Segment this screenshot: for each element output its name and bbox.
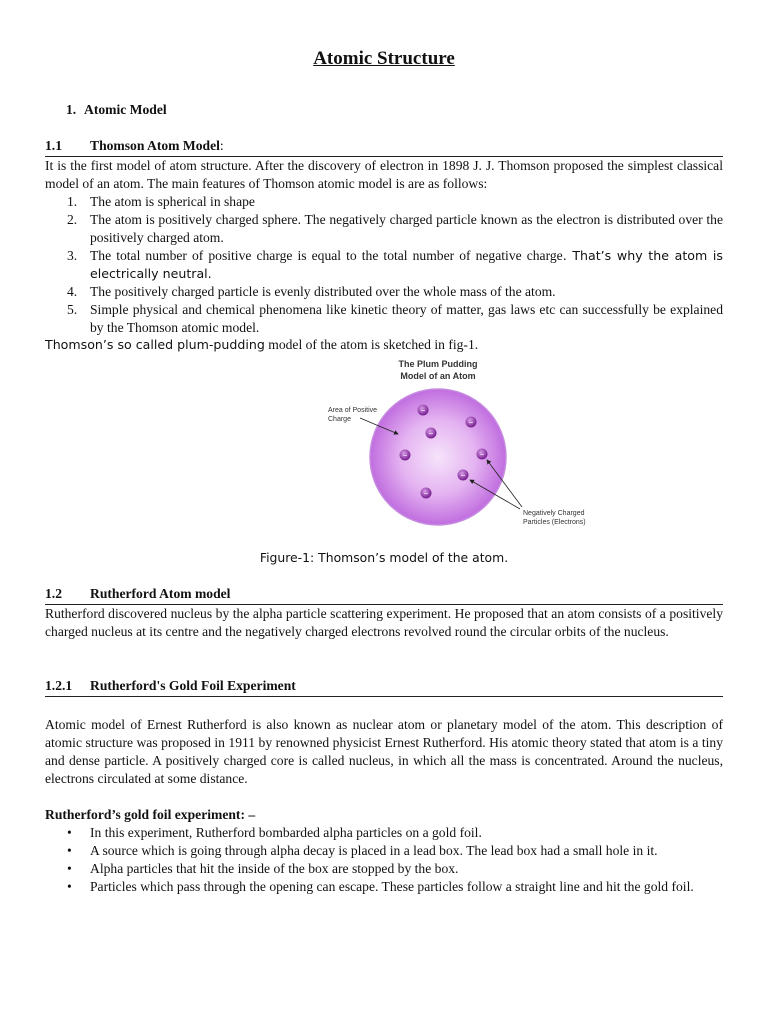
label-negative-line2: Particles (Electrons) (523, 519, 586, 526)
list-number: 1. (67, 194, 78, 209)
list-item-text: The atom is spherical in shape (90, 194, 255, 209)
figure-title-line1: The Plum Pudding (398, 359, 478, 369)
thomson-features-list (45, 193, 723, 337)
list-item (45, 247, 723, 283)
list-item-text: In this experiment, Rutherford bombarded alpha particles on a gold foil. (90, 825, 482, 840)
section-number: 1.2.1 (45, 678, 73, 693)
sentence-rest: model of the atom is sketched in fig-1. (264, 337, 479, 352)
list-number: 4. (67, 284, 78, 299)
sentence-lead: Thomson’s so called plum-pudding (45, 337, 265, 352)
section-heading-rutherford (45, 585, 723, 605)
list-item-text: Simple physical and chemical phenomena like kinetic theory of matter, gas laws etc can successfully be explained by the Thomson atomic model. (90, 302, 723, 335)
section-label: Thomson Atom Model (90, 138, 220, 153)
list-item-text: The total number of positive charge is equal to the total number of negative charge (90, 248, 563, 263)
list-item-text: The atom is positively charged sphere. The negatively charged particle known as the electron is distributed over the positively charged atom. (90, 212, 723, 245)
rutherford-paragraph (45, 605, 723, 641)
electron-symbol: − (468, 418, 474, 427)
list-item (45, 193, 723, 211)
electron-symbol: − (460, 471, 466, 480)
section-number: 1.1 (45, 138, 62, 153)
bullet-icon: • (67, 879, 72, 894)
plum-pudding-diagram (280, 352, 586, 532)
section-number: 1. (66, 102, 77, 117)
list-number: 5. (67, 302, 78, 317)
electron-symbol: − (420, 406, 426, 415)
gold-foil-paragraph (45, 716, 723, 788)
experiment-subheading: Rutherford’s gold foil experiment: – (45, 807, 256, 822)
list-number: 3. (67, 248, 78, 263)
paragraph-text: Rutherford discovered nucleus by the alpha particle scattering experiment. He proposed that an atom consists of a positively charged nucleus at its centre and the negatively charged electrons revolved round the circular orbits of the nucleus. (45, 606, 723, 639)
bullet-icon: • (67, 825, 72, 840)
label-positive-charge-line1: Area of Positive (328, 407, 378, 414)
list-item (45, 301, 723, 337)
figure-title-line2: Model of an Atom (400, 371, 476, 381)
list-item (45, 824, 723, 842)
list-item-text: Alpha particles that hit the inside of the box are stopped by the box. (90, 861, 459, 876)
electron-symbol: − (479, 450, 485, 459)
section-label: Rutherford Atom model (90, 586, 231, 601)
heading-colon: : (219, 138, 224, 153)
list-item-text: The positively charged particle is evenly distributed over the whole mass of the atom. (90, 284, 556, 299)
paragraph-text: It is the first model of atom structure. After the discovery of electron in 1898 J. J. Thomson proposed the simplest classical model of an atom. The main features of Thomson atomic model is are as follows: (45, 158, 723, 191)
list-item (45, 211, 723, 247)
figure-caption: Figure-1: Thomson’s model of the atom. (259, 550, 509, 565)
thomson-intro-paragraph (45, 157, 723, 193)
list-item (45, 860, 723, 878)
electron-symbol: − (423, 489, 429, 498)
electron-symbol: − (402, 451, 408, 460)
label-positive-charge-line2: Charge (328, 416, 351, 423)
list-item-text-tail: . That’s why the atom is electrically neutral. (90, 248, 723, 281)
bullet-icon: • (67, 861, 72, 876)
section-number: 1.2 (45, 586, 62, 601)
list-item (45, 878, 723, 896)
section-label: Rutherford's Gold Foil Experiment (90, 678, 296, 693)
section-label: Atomic Model (84, 102, 167, 117)
electron-symbol: − (428, 429, 434, 438)
list-item (45, 842, 723, 860)
experiment-bullet-list (45, 824, 723, 896)
bullet-icon: • (67, 843, 72, 858)
list-item-text: A source which is going through alpha decay is placed in a lead box. The lead box had a small hole in it. (90, 843, 658, 858)
list-number: 2. (67, 212, 78, 227)
section-heading-gold-foil (45, 677, 723, 697)
document-title: Atomic Structure (313, 48, 455, 69)
label-negative-line1: Negatively Charged (523, 510, 585, 517)
section-heading-thomson (45, 137, 723, 157)
section-heading-atomic-model (66, 101, 167, 119)
list-item (45, 283, 723, 301)
paragraph-text: Atomic model of Ernest Rutherford is also known as nuclear atom or planetary model of the atom. This description of atomic structure was proposed in 1911 by renowned physicist Ernest Rutherford. His atomic theory stated that atom is a tiny and dense particle. A positively charged core is called nucleus, in which all the mass is concentrated. Around the nucleus, electrons circulated at some distance. (45, 717, 723, 786)
plum-pudding-figure (280, 352, 586, 532)
list-item-text: Particles which pass through the opening can escape. These particles follow a straight line and hit the gold foil. (90, 879, 694, 894)
